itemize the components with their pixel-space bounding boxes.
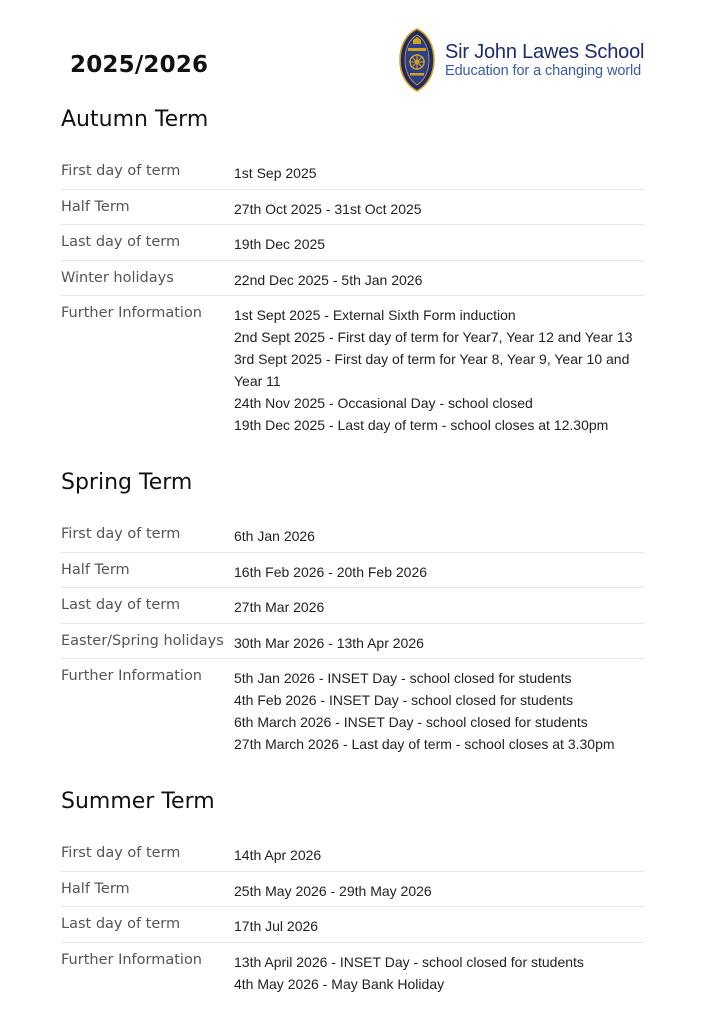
value-line: 4th May 2026 - May Bank Holiday [234,975,445,992]
value-line: 30th Mar 2026 - 13th Apr 2026 [234,634,424,651]
row-value [234,303,633,436]
row-label: Half Term [61,561,130,578]
value-line: 27th Mar 2026 [234,599,325,615]
school-name: Sir John Lawes School [445,40,645,63]
further-info-row [61,296,644,436]
row-label: First day of term [61,526,181,542]
row-value [234,843,321,871]
row-value [234,631,424,659]
further-info-row [61,659,644,755]
holidays-row [61,624,644,660]
half-term-row [61,872,644,908]
value-line: 6th March 2026 - INSET Day - school closed for students [234,714,588,730]
row-label: Further Information [61,305,202,321]
value-line: 27th March 2026 - Last day of term - school closes at 3.30pm [234,736,615,752]
value-line: 14th Apr 2026 [234,847,322,863]
term-heading: Summer Term [61,789,215,814]
value-line: 19th Dec 2025 - Last day of term - school closes at 12.30pm [234,417,609,433]
row-label: Half Term [61,880,130,897]
term-heading: Autumn Term [61,107,209,132]
last-day-row [61,588,644,624]
term-dates-table [61,836,644,995]
value-line: 19th Dec 2025 [234,236,326,252]
value-line: 27th Oct 2025 - 31st Oct 2025 [234,200,422,217]
value-line: Year 11 [234,373,281,389]
row-value [234,879,432,907]
row-label: Last day of term [61,916,181,932]
further-info-row [61,943,644,995]
first-day-row [61,517,644,553]
row-value [234,268,422,296]
school-crest-icon [398,28,436,92]
first-day-row [61,836,644,872]
half-term-row [61,553,644,589]
value-line: 3rd Sept 2025 - First day of term for Year 8, Year 9, Year 10 and [234,351,630,367]
row-value [234,197,422,225]
value-line: 25th May 2026 - 29th May 2026 [234,882,432,899]
last-day-row [61,225,644,261]
row-value [234,666,615,755]
row-value [234,950,584,995]
row-value [234,595,324,623]
holidays-row [61,261,644,297]
value-line: 13th April 2026 - INSET Day - school closed for students [234,953,584,970]
row-label: Half Term [61,198,130,215]
school-logo[interactable] [398,28,658,92]
value-line: 1st Sep 2025 [234,165,317,181]
spring-term-section [61,469,644,755]
row-value [234,560,427,588]
term-dates-table [61,517,644,755]
value-line: 5th Jan 2026 - INSET Day - school closed for students [234,670,572,686]
term-heading: Spring Term [61,470,193,495]
value-line: 4th Feb 2026 - INSET Day - school closed for students [234,692,574,708]
row-label: Winter holidays [61,269,174,286]
value-line: 2nd Sept 2025 - First day of term for Year7, Year 12 and Year 13 [234,329,633,345]
row-value [234,161,317,189]
row-label: Last day of term [61,234,181,250]
row-label: First day of term [61,845,181,861]
row-label: Further Information [61,668,202,684]
row-label: Further Information [61,951,202,968]
value-line: 1st Sept 2025 - External Sixth Form induction [234,307,516,323]
row-label: First day of term [61,163,181,179]
value-line: 6th Jan 2026 [234,528,315,544]
summer-term-section [61,788,644,995]
value-line: 17th Jul 2026 [234,918,319,934]
value-line: 22nd Dec 2025 - 5th Jan 2026 [234,271,423,288]
row-value [234,914,318,942]
logo-text [445,41,644,80]
last-day-row [61,907,644,943]
row-label: Last day of term [61,597,181,613]
autumn-term-section [61,106,644,436]
value-line: 24th Nov 2025 - Occasional Day - school closed [234,395,533,411]
row-value [234,524,315,552]
half-term-row [61,190,644,226]
first-day-row [61,154,644,190]
row-value [234,232,325,260]
academic-year-heading: 2025/2026 [70,52,209,78]
row-label: Easter/Spring holidays [61,632,224,649]
term-dates-table [61,154,644,436]
school-tagline: Education for a changing world [445,62,642,79]
value-line: 16th Feb 2026 - 20th Feb 2026 [234,563,428,580]
